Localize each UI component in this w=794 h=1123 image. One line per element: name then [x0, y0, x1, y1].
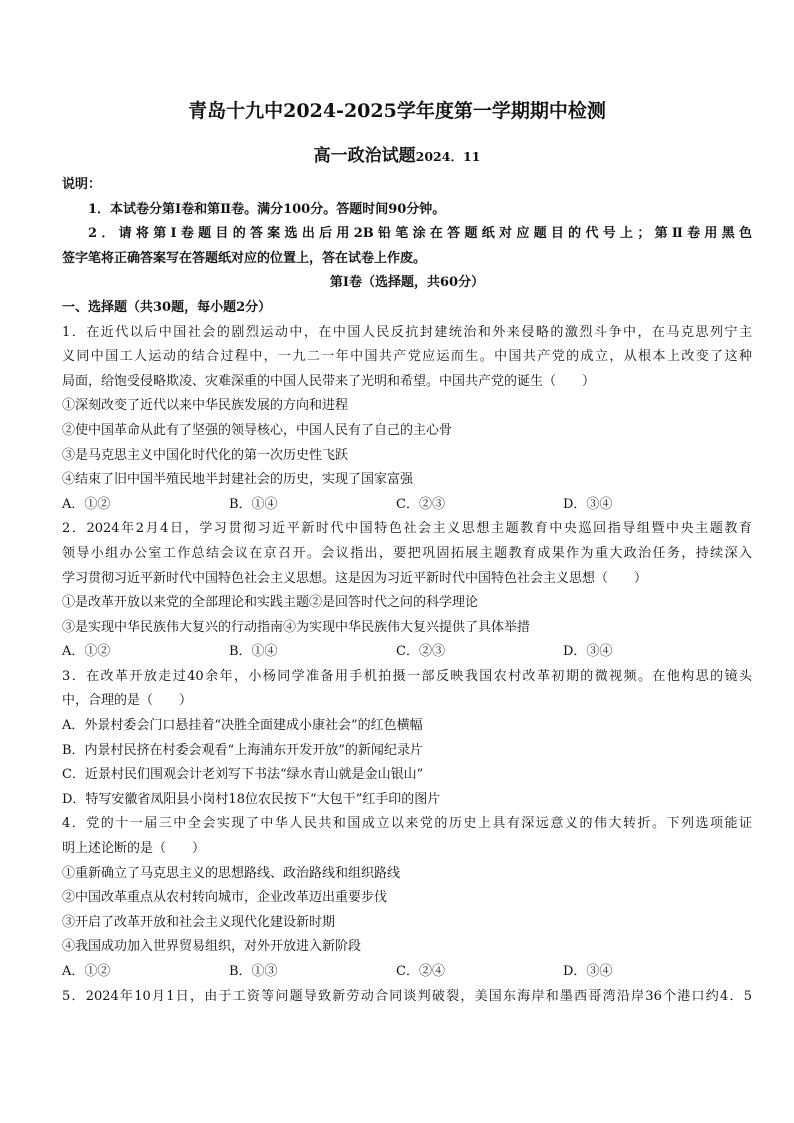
- option-a: A．①②: [62, 496, 111, 512]
- option-c: C．②④: [396, 964, 445, 979]
- option-c: C．②③: [396, 644, 445, 660]
- question-stem-line: 4．党的十一届三中全会实现了中华人民共和国成立以来党的历史上具有深远意义的伟大转折。下列选项能证: [62, 816, 752, 832]
- question-stem-line: 5．2024年10月1日，由于工资等问题导致新劳动合同谈判破裂，美国东海岸和墨西哥湾沿岸36个港口约4．5: [62, 988, 752, 1004]
- question-stem-line: 义同中国工人运动的结合过程中，一九二一年中国共产党应运而生。中国共产党的成立，从根本上改变了这种: [62, 349, 752, 365]
- answer-options: [62, 493, 752, 518]
- question-3: [62, 665, 752, 813]
- statement: ③是实现中华民族伟大复兴的行动指南④为实现中华民族伟大复兴提供了具体举措: [62, 619, 531, 635]
- statement: ①是改革开放以来党的全部理论和实践主题②是回答时代之问的科学理论: [62, 595, 479, 611]
- statement: ②使中国革命从此有了坚强的领导核心，中国人民有了自己的主心骨: [62, 422, 453, 438]
- instructions-label: 说明：: [62, 177, 102, 192]
- option-d: D．③④: [563, 964, 613, 979]
- statement: ①深刻改变了近代以来中华民族发展的方向和进程: [62, 398, 349, 414]
- option-statement: A．外景村委会门口悬挂着“决胜全面建成小康社会”的红色横幅: [62, 718, 423, 734]
- question-5: [62, 985, 752, 1010]
- statement: ②中国改革重点从农村转向城市，企业改革迈出重要步伐: [62, 890, 388, 906]
- option-d: D．③④: [563, 496, 613, 512]
- statement: ③是马克思主义中国化时代化的第一次历史性飞跃: [62, 447, 349, 463]
- exam-subtitle: [0, 141, 794, 166]
- option-c: C．②③: [396, 496, 445, 512]
- subtitle-date: 2024．11: [415, 149, 481, 164]
- section-heading: 一、选择题（共30题，每小题2分）: [62, 299, 272, 315]
- option-d: D．③④: [563, 644, 613, 660]
- option-a: A．①②: [62, 644, 111, 660]
- question-2: [62, 517, 752, 665]
- option-b: B．①④: [229, 496, 278, 512]
- option-b: B．①③: [229, 964, 278, 979]
- instruction-item: 签字笔将正确答案写在答题纸对应的位置上，答在试卷上作废。: [62, 250, 427, 266]
- option-statement: C．近景村民们围观会计老刘写下书法“绿水青山就是金山银山”: [62, 767, 424, 783]
- statement: ④结束了旧中国半殖民地半封建社会的历史，实现了国家富强: [62, 472, 414, 488]
- subtitle-text: 高一政治试题: [313, 146, 416, 166]
- option-statement: B．内景村民挤在村委会观看“上海浦东开发开放”的新闻纪录片: [62, 742, 423, 758]
- question-stem-line: 局面，给饱受侵略欺凌、灾难深重的中国人民带来了光明和希望。中国共产党的诞生（ ）: [62, 373, 596, 389]
- instruction-item: 2．请将第Ⅰ卷题目的答案选出后用2B铅笔涂在答题纸对应题目的代号上；第Ⅱ卷用黑色: [88, 226, 752, 242]
- part-title: 第Ⅰ卷（选择题，共60分）: [329, 275, 485, 291]
- question-stem-line: 中，合理的是（ ）: [62, 693, 193, 709]
- option-statement: D．特写安徽省凤阳县小岗村18位农民按下“大包干”红手印的图片: [62, 791, 441, 807]
- option-b: B．①④: [229, 644, 278, 660]
- question-stem-line: 明上述论断的是（ ）: [62, 841, 206, 857]
- question-1: [62, 321, 752, 518]
- question-stem-line: 2．2024年2月4日，学习贯彻习近平新时代中国特色社会主义思想主题教育中央巡回指导组暨中央主题教育: [62, 521, 752, 537]
- statement: ③开启了改革开放和社会主义现代化建设新时期: [62, 914, 336, 930]
- instruction-item: 1．本试卷分第Ⅰ卷和第Ⅱ卷。满分100分。答题时间90分钟。: [88, 201, 446, 217]
- statement: ④我国成功加入世界贸易组织，对外开放进入新阶段: [62, 939, 362, 955]
- question-stem-line: 领导小组办公室工作总结会议在京召开。会议指出，要把巩固拓展主题教育成果作为重大政治任务，持续深入: [62, 545, 752, 561]
- question-stem-line: 1．在近代以后中国社会的剧烈运动中，在中国人民反抗封建统治和外来侵略的激烈斗争中，在马克思列宁主: [62, 324, 752, 340]
- question-stem-line: 3．在改革开放走过40余年，小杨同学准备用手机拍摄一部反映我国农村改革初期的微视频。在他构思的镜头: [62, 668, 752, 684]
- option-a: A．①②: [62, 964, 111, 979]
- question-stem-line: 学习贯彻习近平新时代中国特色社会主义思想。这是因为习近平新时代中国特色社会主义思想（ ）: [62, 570, 648, 586]
- statement: ①重新确立了马克思主义的思想路线、政治路线和组织路线: [62, 865, 401, 881]
- exam-title: 青岛十九中2024-2025学年度第一学期期中检测: [188, 100, 606, 122]
- question-4: [62, 812, 752, 984]
- answer-options: [62, 960, 752, 985]
- answer-options: [62, 640, 752, 665]
- exam-content: [62, 173, 752, 1009]
